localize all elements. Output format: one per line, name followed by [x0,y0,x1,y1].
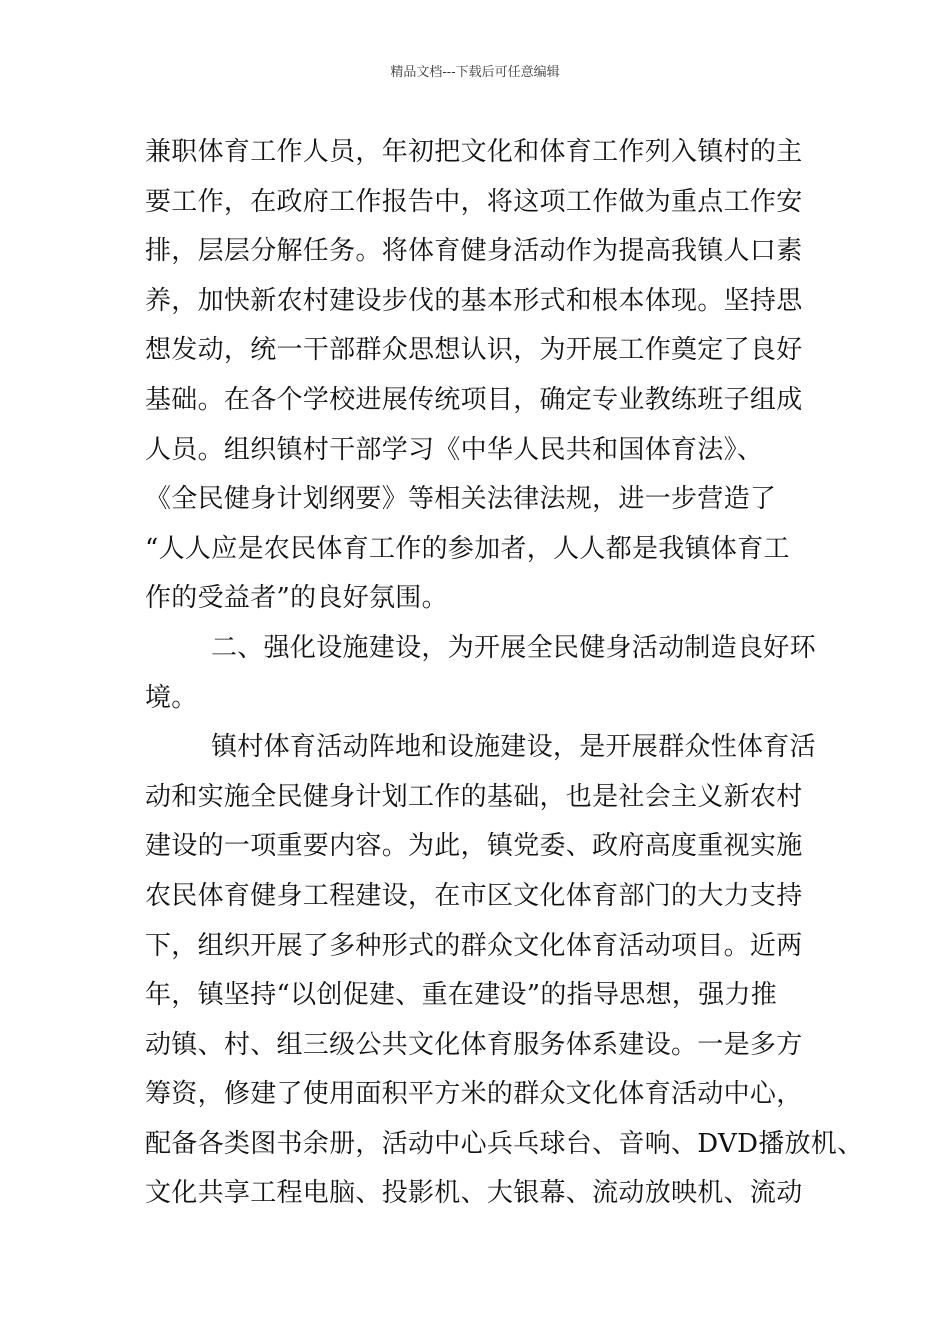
text-line: 文化共享工程电脑、投影机、大银幕、流动放映机、流动 [145,1178,803,1209]
text-line: 农民体育健身工程建设，在市区文化体育部门的大力支持 [145,880,803,911]
text-line: 镇村体育活动阵地和设施建设，是开展群众性体育活 [211,732,816,763]
text-line: 配备各类图书余册，活动中心兵乓球台、音响、DVD播放机、 [145,1128,864,1159]
section-heading-line: 境。 [145,682,198,713]
text-line: 动镇、村、组三级公共文化体育服务体系建设。一是多方 [145,1029,803,1060]
text-line: 基础。在各个学校进展传统项目，确定专业教练班子组成 [145,384,803,415]
text-line: “人人应是农民体育工作的参加者，人人都是我镇体育工 [145,533,790,564]
text-line: 要工作，在政府工作报告中，将这项工作做为重点工作安 [145,186,803,217]
text-line: 动和实施全民健身计划工作的基础，也是社会主义新农村 [145,781,803,812]
text-line: 想发动，统一干部群众思想认识，为开展工作奠定了良好 [145,335,803,366]
text-line: 排，层层分解任务。将体育健身活动作为提高我镇人口素 [145,236,803,267]
document-body [145,128,864,1219]
section-heading-line: 二、强化设施建设，为开展全民健身活动制造良好环 [211,632,816,663]
text-line: 作的受益者”的良好氛围。 [145,583,448,614]
text-line: 人员。组织镇村干部学习《中华人民共和国体育法》、 [145,434,764,465]
text-line: 筹资，修建了使用面积平方米的群众文化体育活动中心， [145,1079,803,1110]
text-line: 养，加快新农村建设步伐的基本形式和根本体现。坚持思 [145,285,803,316]
text-line: 年，镇坚持“以创促建、重在建设”的指导思想，强力推 [145,980,778,1011]
page-header: 精品文档---下载后可任意编辑 [390,65,560,80]
text-line: 《全民健身计划纲要》等相关法律法规，进一步营造了 [145,484,777,515]
text-line: 下，组织开展了多种形式的群众文化体育活动项目。近两 [145,930,803,961]
text-line: 兼职体育工作人员，年初把文化和体育工作列入镇村的主 [145,137,803,167]
text-line: 建设的一项重要内容。为此，镇党委、政府高度重视实施 [145,831,803,862]
